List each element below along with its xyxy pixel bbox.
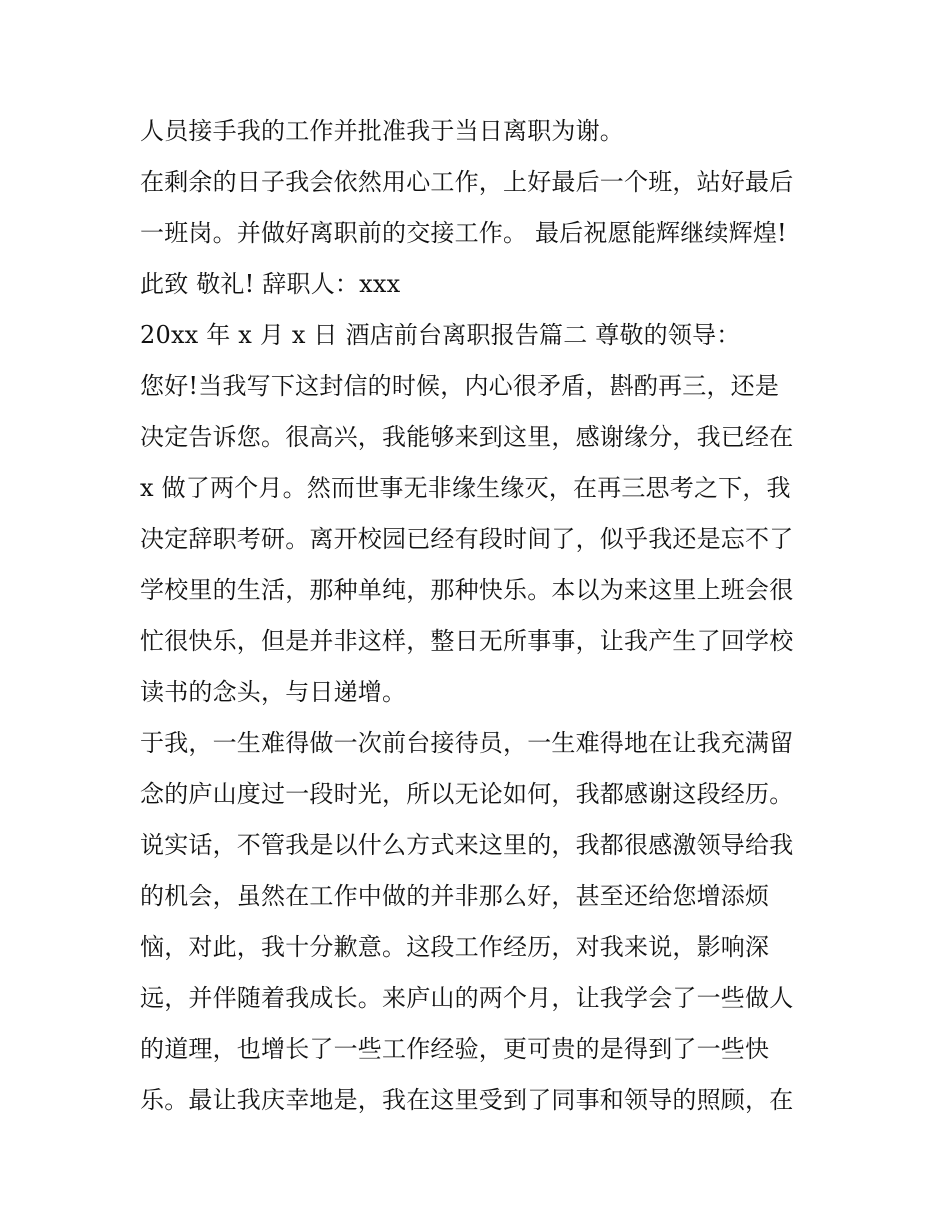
text-line: 忙很快乐，但是并非这样，整日无所事事，让我产生了回学校 (140, 627, 794, 655)
text-line: 20xx 年 x 月 x 日 酒店前台离职报告篇二 尊敬的领导： (140, 321, 741, 349)
text-line: 乐。最让我庆幸地是，我在这里受到了同事和领导的照顾，在 (140, 1086, 794, 1114)
text-line: x 做了两个月。然而世事无非缘生缘灭，在再三思考之下，我 (140, 474, 791, 502)
text-line: 此致 敬礼! 辞职人：xxx (140, 270, 401, 298)
text-line: 远，并伴随着我成长。来庐山的两个月，让我学会了一些做人 (140, 984, 794, 1012)
document-body (140, 106, 820, 1126)
text-line: 读书的念头，与日递增。 (140, 678, 407, 706)
text-line: 您好!当我写下这封信的时候，内心很矛盾，斟酌再三，还是 (140, 372, 780, 400)
text-line: 说实话，不管我是以什么方式来这里的，我都很感激领导给我 (140, 831, 794, 859)
text-line: 于我，一生难得做一次前台接待员，一生难得地在让我充满留 (140, 729, 794, 757)
text-line: 决定告诉您。很高兴，我能够来到这里，感谢缘分，我已经在 (140, 423, 794, 451)
text-line: 在剩余的日子我会依然用心工作，上好最后一个班，站好最后 (140, 168, 794, 196)
text-line: 恼，对此，我十分歉意。这段工作经历，对我来说，影响深 (140, 933, 770, 961)
text-line: 学校里的生活，那种单纯，那种快乐。本以为来这里上班会很 (140, 576, 794, 604)
text-line: 念的庐山度过一段时光，所以无论如何，我都感谢这段经历。 (140, 780, 794, 808)
text-line: 人员接手我的工作并批准我于当日离职为谢。 (140, 117, 624, 145)
text-line: 的机会，虽然在工作中做的并非那么好，甚至还给您增添烦 (140, 882, 770, 910)
text-line: 的道理，也增长了一些工作经验，更可贵的是得到了一些快 (140, 1035, 770, 1063)
text-line: 决定辞职考研。离开校园已经有段时间了，似乎我还是忘不了 (140, 525, 794, 553)
text-line: 一班岗。并做好离职前的交接工作。 最后祝愿能辉继续辉煌! (140, 219, 787, 247)
